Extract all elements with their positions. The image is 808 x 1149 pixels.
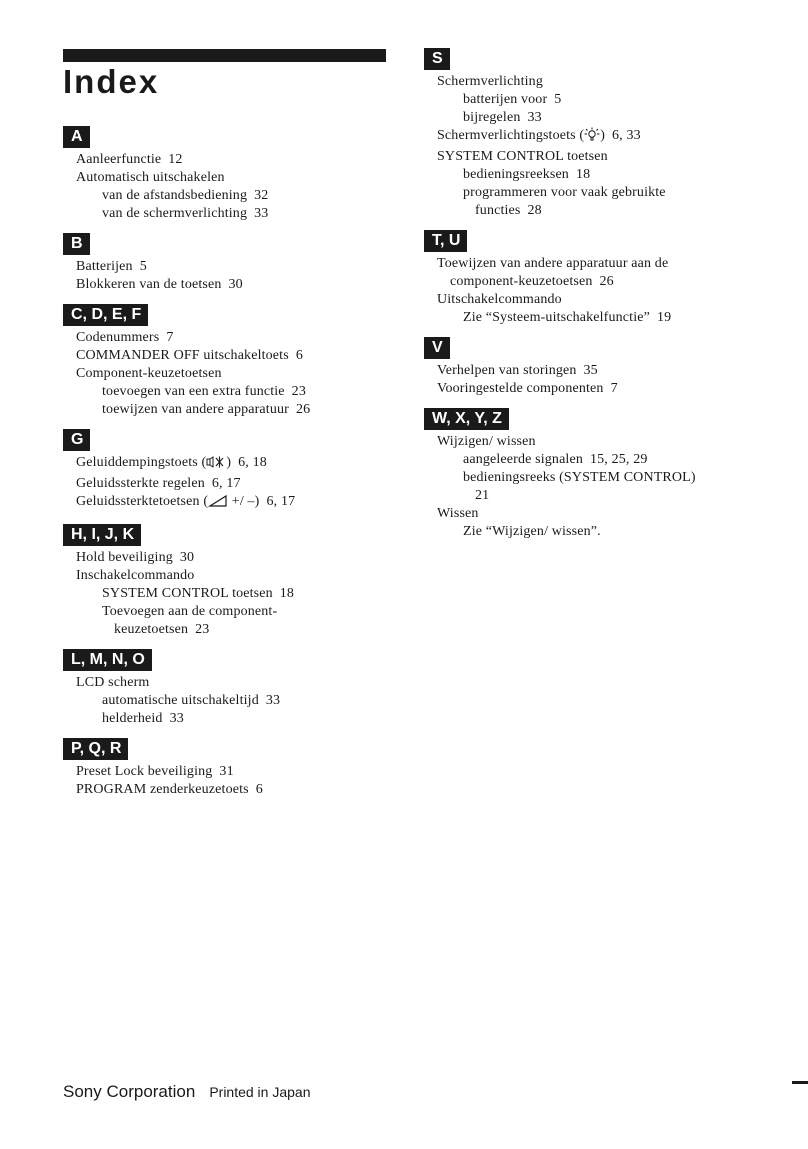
- index-section-g: [63, 429, 403, 514]
- index-entry: Schermverlichting: [437, 74, 543, 89]
- section-label: P, Q, R: [63, 738, 128, 760]
- index-subentry: bedieningsreeksen 18: [463, 167, 591, 182]
- index-subentry: automatische uitschakeltijd 33: [102, 693, 281, 708]
- index-entry: COMMANDER OFF uitschakeltoets 6: [76, 348, 303, 363]
- index-entry: Vooringestelde componenten 7: [437, 381, 618, 396]
- index-subentry: programmeren voor vaak gebruikte: [463, 185, 666, 200]
- index-entry: Geluiddempingstoets ( ) 6, 18: [76, 454, 403, 475]
- index-continuation: component-keuzetoetsen 26: [450, 274, 614, 289]
- volume-icon: [208, 494, 228, 514]
- section-label: W, X, Y, Z: [424, 408, 509, 430]
- section-label: S: [424, 48, 450, 70]
- index-column-right: [424, 48, 784, 551]
- section-label: C, D, E, F: [63, 304, 148, 326]
- index-entry: Hold beveiliging 30: [76, 550, 195, 565]
- index-subentry: Toevoegen aan de component-: [102, 604, 278, 619]
- mute-icon: [206, 455, 226, 475]
- backlight-icon: [584, 127, 600, 148]
- index-continuation: 21: [475, 488, 490, 503]
- index-entry: Geluidssterkte regelen 6, 17: [76, 476, 241, 491]
- edge-mark: [792, 1081, 808, 1084]
- index-entry: Automatisch uitschakelen: [76, 170, 225, 185]
- index-entry: Schermverlichtingstoets ( ) 6, 33: [437, 127, 784, 148]
- index-section-wxyz: [424, 408, 784, 541]
- index-entry: LCD scherm: [76, 675, 150, 690]
- index-subentry: van de schermverlichting 33: [102, 206, 269, 221]
- index-entry: Wijzigen/ wissen: [437, 434, 536, 449]
- index-section-v: [424, 337, 784, 398]
- index-subentry: batterijen voor 5: [463, 92, 562, 107]
- index-entry: Inschakelcommando: [76, 568, 195, 583]
- index-entry: Aanleerfunctie 12: [76, 152, 183, 167]
- index-continuation: keuzetoetsen 23: [114, 622, 210, 637]
- index-entry: Verhelpen van storingen 35: [437, 363, 598, 378]
- footer: [63, 1082, 311, 1102]
- printed-in: Printed in Japan: [209, 1084, 311, 1100]
- index-subentry: helderheid 33: [102, 711, 184, 726]
- index-entry: PROGRAM zenderkeuzetoets 6: [76, 782, 263, 797]
- index-subentry: SYSTEM CONTROL toetsen 18: [102, 586, 295, 601]
- index-column-left: [63, 126, 403, 809]
- index-subentry: aangeleerde signalen 15, 25, 29: [463, 452, 648, 467]
- section-label: G: [63, 429, 90, 451]
- index-entry: Preset Lock beveiliging 31: [76, 764, 234, 779]
- index-entry: Batterijen 5: [76, 259, 147, 274]
- section-label: V: [424, 337, 450, 359]
- index-section-pqr: [63, 738, 403, 799]
- section-label: L, M, N, O: [63, 649, 152, 671]
- section-label: A: [63, 126, 90, 148]
- page-title: Index: [63, 63, 160, 100]
- section-label: H, I, J, K: [63, 524, 141, 546]
- index-subentry: toewijzen van andere apparatuur 26: [102, 402, 311, 417]
- index-section-cdef: [63, 304, 403, 419]
- index-entry: SYSTEM CONTROL toetsen: [437, 149, 608, 164]
- index-subentry: bijregelen 33: [463, 110, 542, 125]
- index-subentry: toevoegen van een extra functie 23: [102, 384, 306, 399]
- index-entry: Uitschakelcommando: [437, 292, 562, 307]
- index-section-lmno: [63, 649, 403, 728]
- section-label: B: [63, 233, 90, 255]
- index-section-s: [424, 48, 784, 220]
- index-entry: Toewijzen van andere apparatuur aan de: [437, 256, 669, 271]
- index-entry: Component-keuzetoetsen: [76, 366, 222, 381]
- index-entry: Wissen: [437, 506, 479, 521]
- corporation-name: Sony Corporation: [63, 1082, 196, 1101]
- section-label: T, U: [424, 230, 467, 252]
- index-subentry: Zie “Systeem-uitschakelfunctie” 19: [463, 310, 672, 325]
- index-section-b: [63, 233, 403, 294]
- index-subentry: bedieningsreeks (SYSTEM CONTROL): [463, 470, 696, 485]
- index-entry: Blokkeren van de toetsen 30: [76, 277, 243, 292]
- index-subentry: van de afstandsbediening 32: [102, 188, 269, 203]
- index-continuation: functies 28: [475, 203, 542, 218]
- index-section-hijk: [63, 524, 403, 639]
- index-subentry: Zie “Wijzigen/ wissen”.: [463, 524, 601, 539]
- index-section-a: [63, 126, 403, 223]
- title-rule: [63, 49, 386, 62]
- index-entry: Codenummers 7: [76, 330, 174, 345]
- index-section-tu: [424, 230, 784, 327]
- index-entry: Geluidssterktetoetsen ( +/ –) 6, 17: [76, 493, 403, 514]
